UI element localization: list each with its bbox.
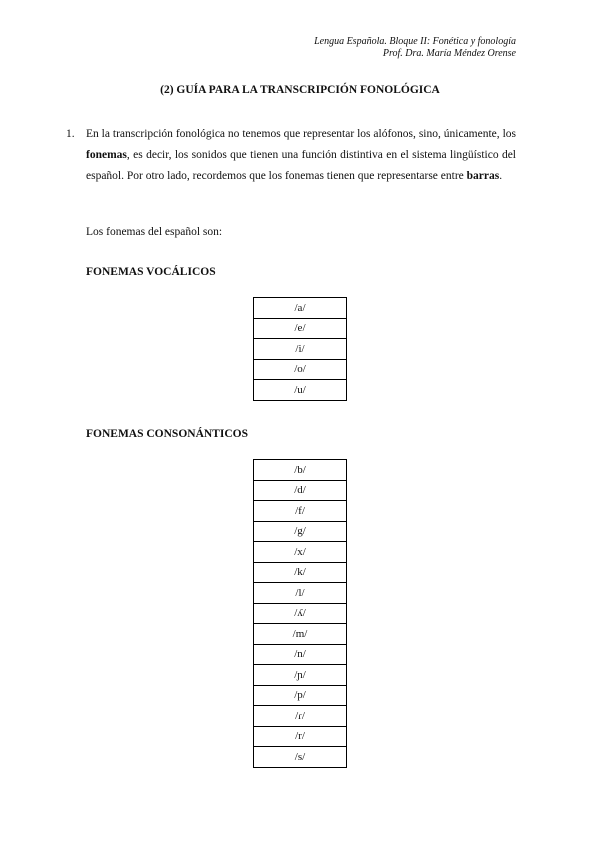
phoneme-cell: /d/ [254,480,347,501]
phoneme-cell: /e/ [254,318,347,339]
table-row [254,624,347,645]
table-row [254,747,347,768]
vowel-phoneme-table [253,297,347,401]
table-row [254,359,347,380]
phoneme-cell: /k/ [254,562,347,583]
consonant-section-heading: FONEMAS CONSONÁNTICOS [86,428,248,440]
table-row [254,339,347,360]
table-row [254,706,347,727]
paragraph-text-3: . [499,170,503,182]
table-row [254,726,347,747]
table-row [254,480,347,501]
phoneme-cell: /ɾ/ [254,706,347,727]
table-row [254,603,347,624]
paragraph-text-2: , es decir, los sonidos que tienen una función distintiva en el sistema lingüístico del español. Por otro lado, recordemos que los fonemas tienen que representarse entre [86,149,516,182]
table-row [254,318,347,339]
paragraph-instruction [86,124,516,187]
document-header [314,36,516,60]
header-course: Lengua Española. Bloque II: Fonética y fonología [314,36,516,47]
table-row [254,644,347,665]
phoneme-cell: /a/ [254,298,347,319]
bold-term-fonemas: fonemas [86,149,127,161]
table-row [254,562,347,583]
table-row [254,298,347,319]
phoneme-cell: /p/ [254,685,347,706]
phoneme-cell: /n/ [254,644,347,665]
phoneme-cell: /o/ [254,359,347,380]
paragraph-text-1: En la transcripción fonológica no tenemos que representar los alófonos, sino, únicamente, los [86,128,516,140]
table-row [254,521,347,542]
page-title: (2) GUÍA PARA LA TRANSCRIPCIÓN FONOLÓGICA [160,84,440,96]
bold-term-barras: barras [466,170,500,182]
table-row [254,685,347,706]
table-row [254,583,347,604]
phoneme-cell: /g/ [254,521,347,542]
phoneme-cell: /l/ [254,583,347,604]
table-row [254,380,347,401]
vowel-section-heading: FONEMAS VOCÁLICOS [86,266,216,278]
phoneme-cell: /m/ [254,624,347,645]
phoneme-cell: /ɲ/ [254,665,347,686]
header-professor: Prof. Dra. María Méndez Orense [382,48,516,59]
phoneme-cell: /r/ [254,726,347,747]
table-row [254,460,347,481]
consonant-phoneme-table [253,459,347,768]
table-row [254,501,347,522]
intro-text: Los fonemas del español son: [86,226,223,238]
phoneme-cell: /u/ [254,380,347,401]
list-item-number: 1. [66,128,75,140]
table-row [254,542,347,563]
phoneme-cell: /b/ [254,460,347,481]
phoneme-cell: /i/ [254,339,347,360]
phoneme-cell: /s/ [254,747,347,768]
table-row [254,665,347,686]
phoneme-cell: /f/ [254,501,347,522]
phoneme-cell: /x/ [254,542,347,563]
phoneme-cell: /ʎ/ [254,603,347,624]
